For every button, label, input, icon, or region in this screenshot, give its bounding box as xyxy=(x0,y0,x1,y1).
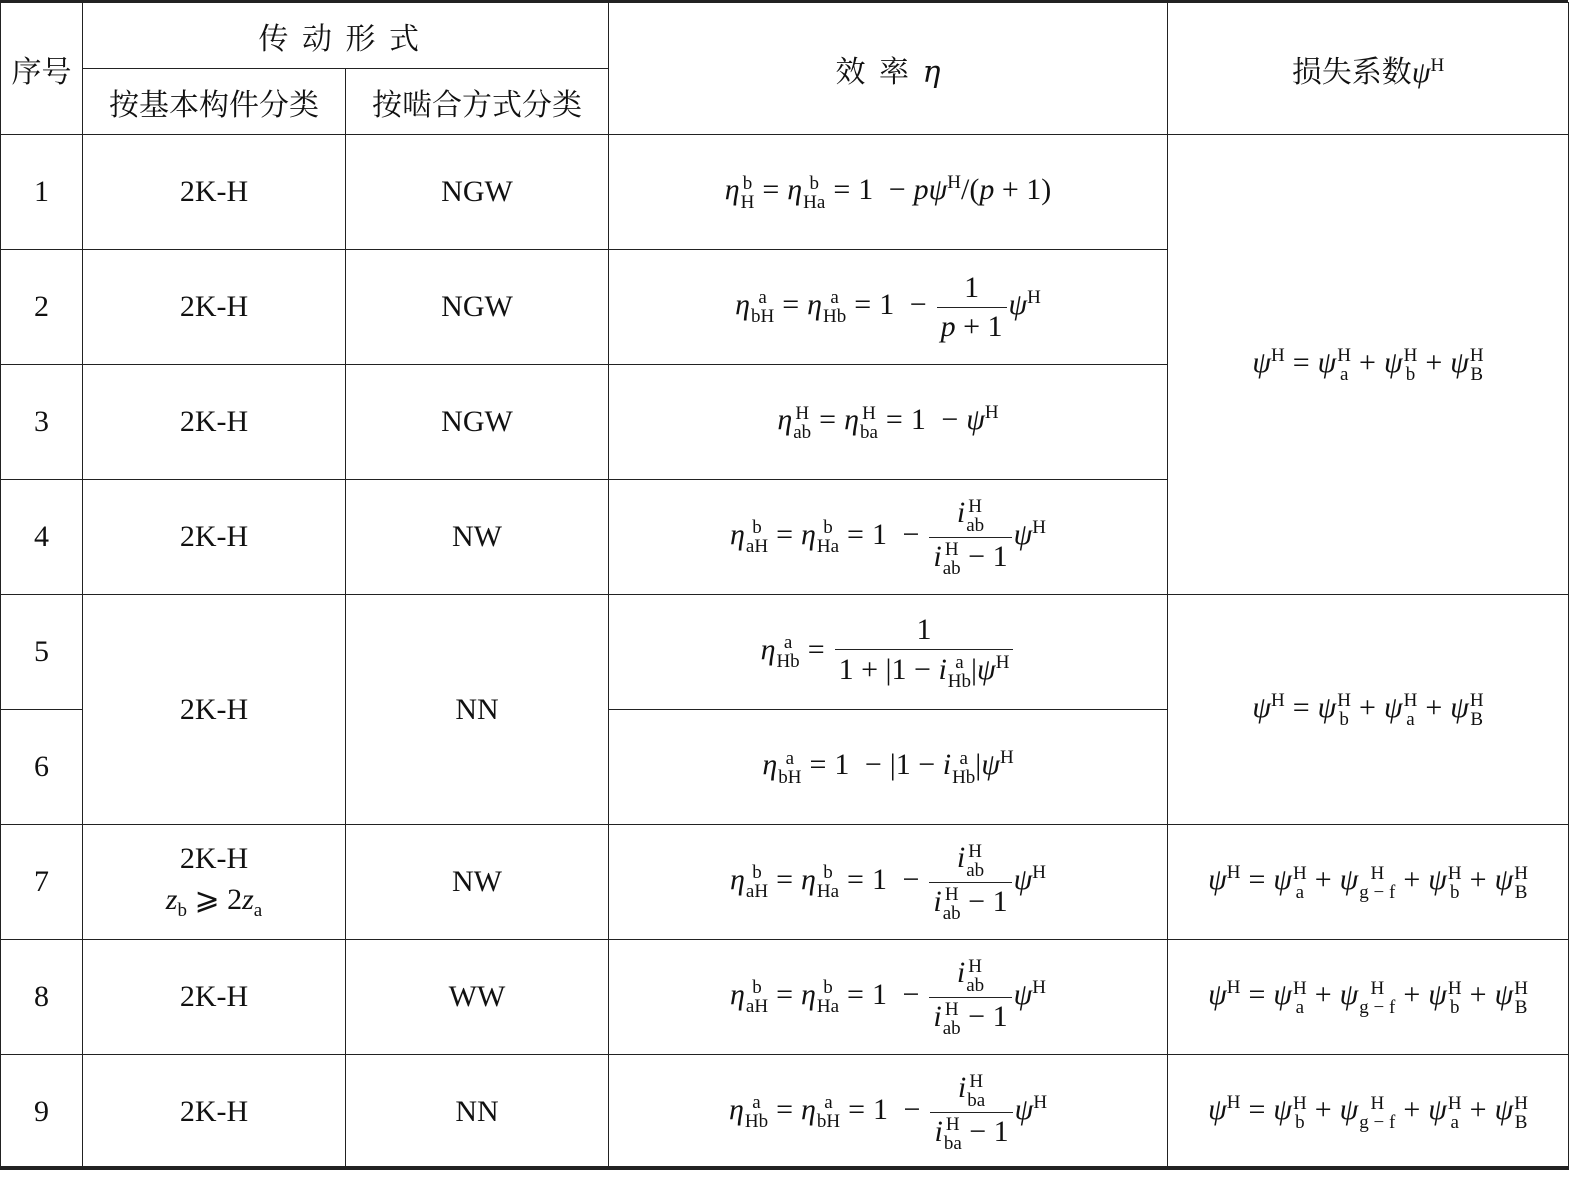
row-efficiency-formula: η b aH = η b Ha = 1 − i H ab i H ab − 1 $\psi^H$ xyxy=(609,940,1168,1055)
table-bottom-rule xyxy=(0,1166,1568,1169)
row-meshing: NGW xyxy=(346,135,609,250)
row-meshing: NW xyxy=(346,825,609,940)
row-basic: 2K-H xyxy=(83,1055,346,1170)
row-seq: 2 xyxy=(1,250,83,365)
row-seq: 8 xyxy=(1,940,83,1055)
row-seq: 5 xyxy=(1,595,83,710)
table-row xyxy=(1,595,1569,710)
row-seq: 1 xyxy=(1,135,83,250)
table-row xyxy=(1,135,1569,250)
row-efficiency-formula: η b aH = η b Ha = 1 − i H ab i H ab − 1 $\psi^H$ xyxy=(609,480,1168,595)
header-loss-coefficient: 损失系数$\psi^H$ xyxy=(1168,3,1569,135)
row-efficiency-formula: η a Hb = η a bH = 1 − i H ba i H ba − 1 $\psi^H$ xyxy=(609,1055,1168,1170)
efficiency-table xyxy=(0,2,1569,1170)
row-meshing: NW xyxy=(346,480,609,595)
row-loss-formula: $\psi^H = \psi$ H a + ψ H g − f + ψ H b + ψ H B xyxy=(1168,825,1569,940)
row-loss-formula: $\psi^H = \psi$ H b + ψ H a + ψ H B xyxy=(1168,595,1569,825)
row-basic: 2K-H xyxy=(83,480,346,595)
row-loss-formula: $\psi^H = \psi$ H b + ψ H g − f + ψ H a + ψ H B xyxy=(1168,1055,1569,1170)
table-row xyxy=(1,940,1569,1055)
row-basic: 2K-H xyxy=(83,250,346,365)
row-efficiency-formula: η H ab = η H ba = $1 - \psi^H$ xyxy=(609,365,1168,480)
row-efficiency-formula: η b H = η b Ha = $1 - p\psi^H/(p + 1)$ xyxy=(609,135,1168,250)
header-by-meshing: 按啮合方式分类 xyxy=(346,69,609,135)
table-row xyxy=(1,1055,1569,1170)
row-meshing: NN xyxy=(346,1055,609,1170)
row-basic: 2K-H xyxy=(83,940,346,1055)
row-basic: 2K-H xyxy=(179,842,249,875)
row-loss-formula: $\psi^H = \psi$ H a + ψ H b + ψ H B xyxy=(1168,135,1569,595)
row-meshing: WW xyxy=(346,940,609,1055)
header-efficiency-symbol: η xyxy=(922,54,941,90)
row-seq: 7 xyxy=(1,825,83,940)
row-efficiency-formula: η a bH = η a Hb = 1 − $\frac{1}{p + 1}$ $\psi^H$ xyxy=(609,250,1168,365)
row-meshing: NN xyxy=(346,595,609,825)
row-efficiency-formula: η a bH = 1 − |1 − i a Hb $|\psi^H$ xyxy=(609,710,1168,825)
row-efficiency-formula: η b aH = η b Ha = 1 − i H ab i H ab − 1 $\psi^H$ xyxy=(609,825,1168,940)
row-seq: 3 xyxy=(1,365,83,480)
header-efficiency-label: 效率 xyxy=(835,54,923,90)
row-meshing: NGW xyxy=(346,365,609,480)
row-seq: 4 xyxy=(1,480,83,595)
header-transmission-form: 传动形式 xyxy=(83,3,609,69)
row-condition: $z_b$ ⩾ $2z_a$ xyxy=(165,883,263,921)
row-seq: 9 xyxy=(1,1055,83,1170)
row-basic: 2K-H xyxy=(83,595,346,825)
row-efficiency-formula: η a Hb = 1 1 + |1 − i a Hb $|\psi^H$ xyxy=(609,595,1168,710)
row-basic-with-condition xyxy=(83,825,346,940)
row-seq: 6 xyxy=(1,710,83,825)
header-row-1 xyxy=(1,3,1569,69)
row-basic: 2K-H xyxy=(83,365,346,480)
header-efficiency xyxy=(609,3,1168,135)
header-loss-coefficient-label: 损失系数 xyxy=(1291,54,1412,90)
table-row xyxy=(1,825,1569,940)
row-basic: 2K-H xyxy=(83,135,346,250)
header-seq: 序号 xyxy=(1,3,83,135)
row-loss-formula: $\psi^H = \psi$ H a + ψ H g − f + ψ H b + ψ H B xyxy=(1168,940,1569,1055)
row-meshing: NGW xyxy=(346,250,609,365)
header-by-basic-members: 按基本构件分类 xyxy=(83,69,346,135)
